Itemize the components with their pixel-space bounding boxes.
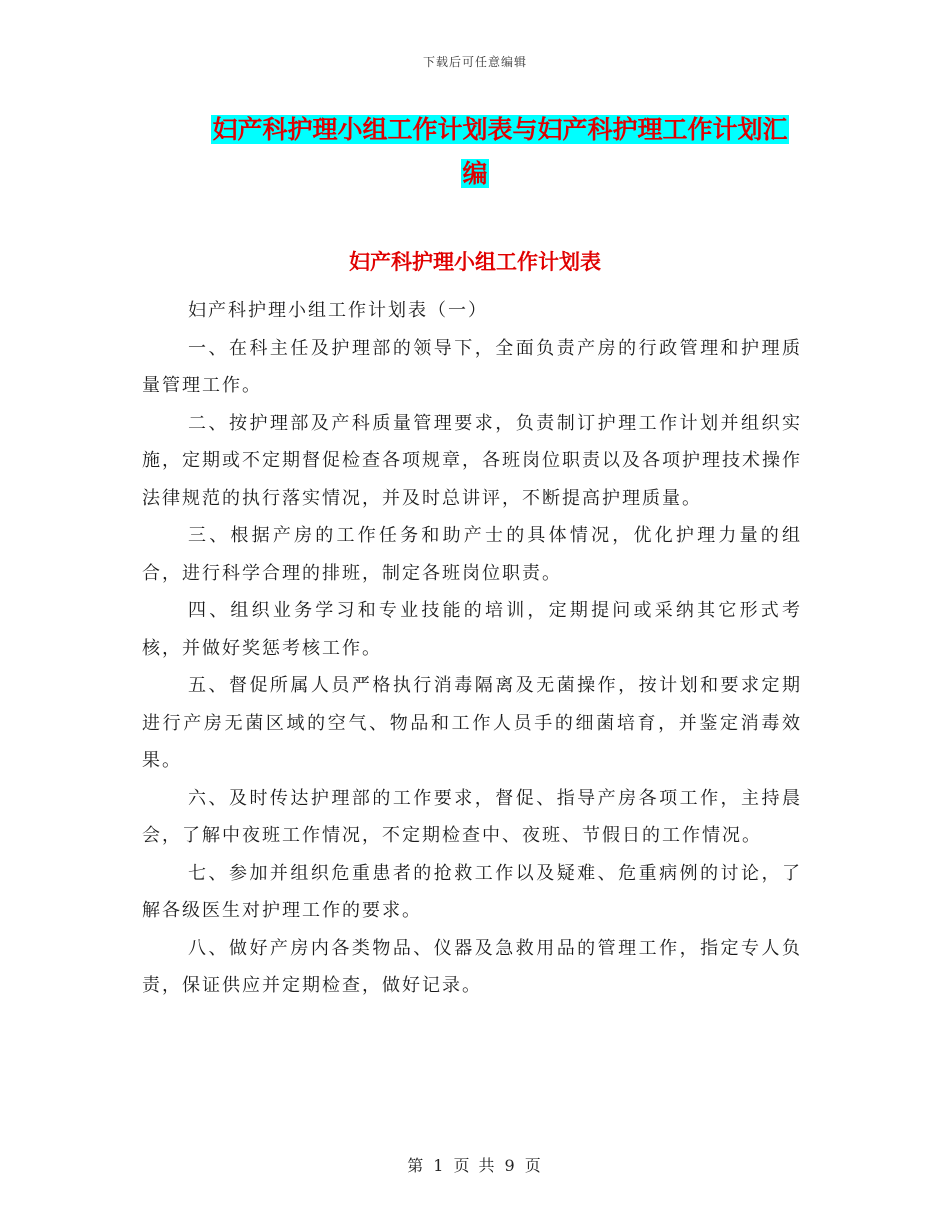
paragraph: 五、督促所属人员严格执行消毒隔离及无菌操作，按计划和要求定期进行产房无菌区域的空气、物品和工作人员手的细菌培育，并鉴定消毒效果。 bbox=[142, 675, 802, 771]
header-note: 下载后可任意编辑 bbox=[422, 55, 527, 69]
paragraph: 二、按护理部及产科质量管理要求，负责制订护理工作计划并组织实施，定期或不定期督促检查各项规章，各班岗位职责以及各项护理技术操作法律规范的执行落实情况，并及时总讲评，不断提高护理质量。 bbox=[142, 412, 802, 509]
section-title: 妇产科护理小组工作计划表 bbox=[349, 250, 601, 274]
paragraph: 七、参加并组织危重患者的抢救工作以及疑难、危重病例的讨论，了解各级医生对护理工作的要求。 bbox=[142, 862, 802, 921]
footer-prefix: 第 bbox=[407, 1156, 426, 1175]
document-title bbox=[0, 108, 950, 196]
footer-mid: 页 共 bbox=[453, 1156, 497, 1175]
document-body bbox=[142, 292, 802, 1005]
paragraph: 八、做好产房内各类物品、仪器及急救用品的管理工作，指定专人负责，保证供应并定期检查，做好记录。 bbox=[142, 937, 802, 996]
document-title-line1-text: 妇产科护理小组工作计划表与妇产科护理工作计划汇 bbox=[212, 115, 788, 144]
page-footer bbox=[0, 1153, 950, 1176]
paragraph: 四、组织业务学习和专业技能的培训，定期提问或采纳其它形式考核，并做好奖惩考核工作。 bbox=[142, 600, 802, 659]
paragraph: 妇产科护理小组工作计划表（一） bbox=[188, 300, 488, 321]
document-title-line1 bbox=[0, 108, 950, 152]
document-title-line2-text: 编 bbox=[462, 159, 488, 188]
footer-suffix: 页 bbox=[524, 1156, 543, 1175]
footer-page-number: 1 bbox=[433, 1156, 446, 1175]
paragraph: 一、在科主任及护理部的领导下，全面负责产房的行政管理和护理质量管理工作。 bbox=[142, 337, 802, 396]
paragraph: 六、及时传达护理部的工作要求，督促、指导产房各项工作，主持晨会，了解中夜班工作情况，不定期检查中、夜班、节假日的工作情况。 bbox=[142, 787, 802, 846]
paragraph: 三、根据产房的工作任务和助产士的具体情况，优化护理力量的组合，进行科学合理的排班，制定各班岗位职责。 bbox=[142, 525, 802, 584]
document-title-line2 bbox=[0, 152, 950, 196]
footer-total-pages: 9 bbox=[504, 1156, 517, 1175]
